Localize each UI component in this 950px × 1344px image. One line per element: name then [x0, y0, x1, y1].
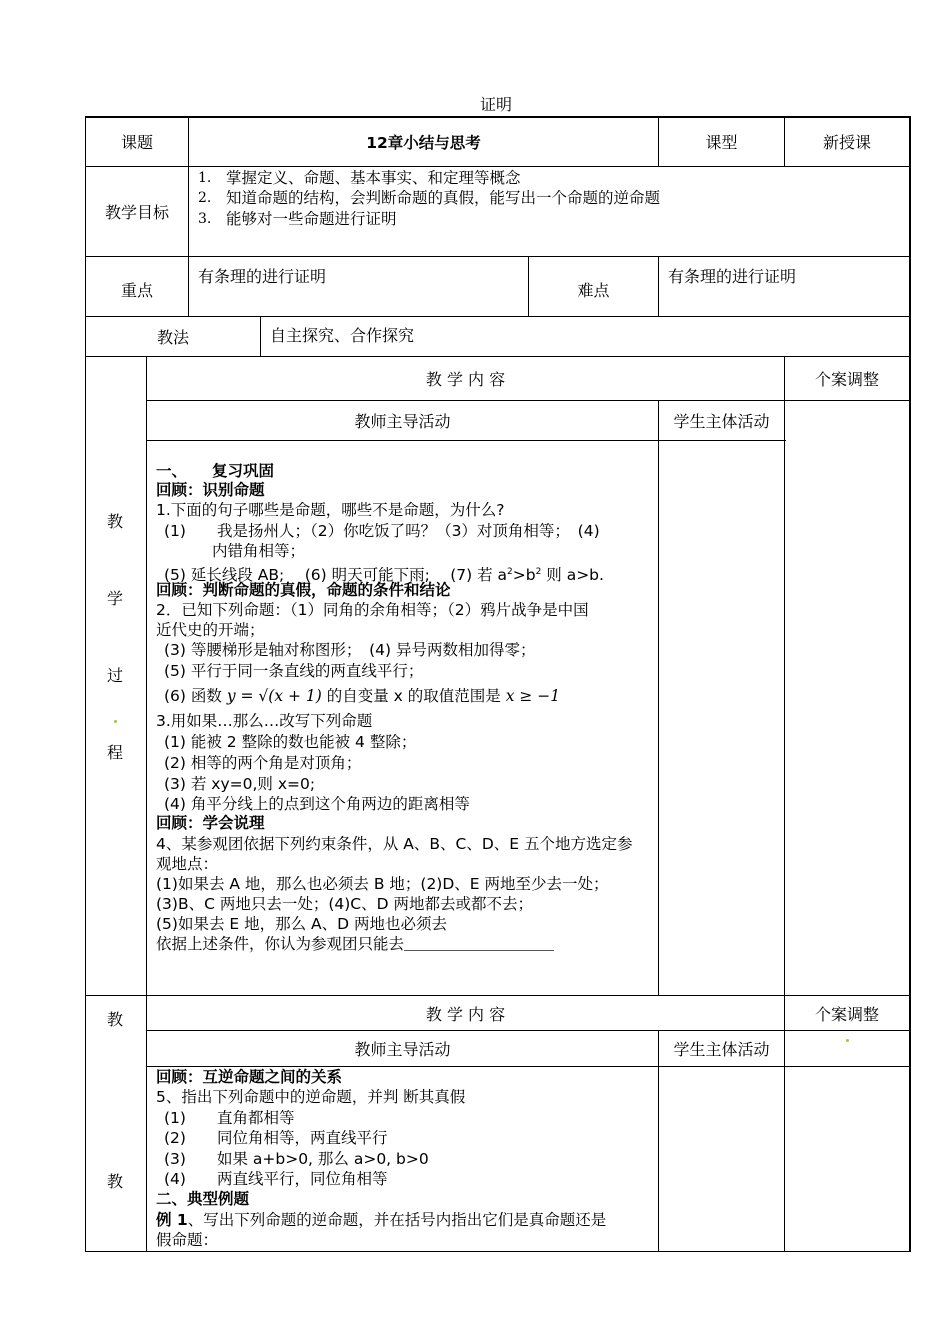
method-label: 教法 [156, 328, 189, 347]
topic-value: 12章小结与思考 [366, 133, 481, 152]
process-char-1: 教 [107, 512, 124, 531]
question-5-c: (3) 如果 a+b>0, 那么 a>0, b>0 [164, 1150, 429, 1168]
teacher-header-2: 教师主导活动 [354, 1040, 451, 1059]
method-value: 自主探究、合作探究 [270, 326, 415, 345]
review-1-heading: 回顾：识别命题 [156, 481, 265, 499]
section-2-heading: 二、典型例题 [156, 1190, 250, 1208]
process2-char-2: 教 [107, 1172, 124, 1191]
question-5-b: (2) 同位角相等，两直线平行 [164, 1129, 388, 1147]
question-2: 2．已知下列命题：（1）同角的余角相等；（2）鸦片战争是中国 [156, 601, 589, 619]
question-4-d: (3)B、C 两地只去一处；(4)C、D 两地都去或都不去； [156, 895, 533, 913]
question-4-f: 依据上述条件，你认为参观团只能去 [156, 934, 554, 955]
objective-num-1: 1. [198, 170, 212, 186]
adjust-header: 个案调整 [814, 370, 879, 389]
speck-mark [114, 720, 117, 723]
process2-char-1: 教 [107, 1010, 124, 1029]
objective-text-1: 掌握定义、命题、基本事实、和定理等概念 [226, 169, 521, 187]
question-5-d: (4) 两直线平行，同位角相等 [164, 1170, 388, 1188]
objective-num-2: 2. [198, 190, 212, 206]
review-4-heading: 回顾：互逆命题之间的关系 [156, 1068, 343, 1086]
question-3: 3.用如果…那么…改写下列命题 [156, 712, 373, 730]
question-2-items-e: (6) 函数 y = √(x + 1) 的自变量 x 的取值范围是 x ≥ −1 [164, 687, 561, 705]
content-header-2: 教 学 内 容 [425, 1004, 506, 1024]
example-1-cont: 假命题： [156, 1231, 219, 1249]
question-4: 4、某参观团依据下列约束条件，从 A、B、C、D、E 五个地方选定参 [156, 835, 633, 853]
speck-mark-2 [846, 1039, 849, 1042]
question-5: 5、指出下列命题中的逆命题，并判 断其真假 [156, 1088, 466, 1106]
question-2-items-c: (3) 等腰梯形是轴对称图形； (4) 异号两数相加得零； [164, 641, 536, 659]
question-3-b: (2) 相等的两个角是对顶角； [164, 754, 362, 772]
review-3-heading: 回顾：学会说理 [156, 814, 265, 832]
question-4-e: (5)如果去 E 地，那么 A、D 两地也必须去 [156, 915, 447, 933]
key-point-value: 有条理的进行证明 [198, 267, 327, 286]
difficulty-value: 有条理的进行证明 [668, 267, 797, 286]
type-value: 新授课 [822, 133, 871, 152]
objectives-label: 教学目标 [104, 203, 169, 222]
section-1-num: 一、 [156, 462, 188, 480]
key-point-label: 重点 [120, 280, 153, 300]
process-char-2: 学 [107, 589, 124, 608]
example-1: 例 1、写出下列命题的逆命题，并在括号内指出它们是真命题还是 [156, 1211, 607, 1229]
section-1-heading: 复习巩固 [212, 462, 275, 480]
student-header-2: 学生主体活动 [673, 1040, 770, 1059]
question-1-items-a: (1) 我是扬州人；（2）你吃饭了吗？（3）对顶角相等； (4) [164, 522, 600, 540]
difficulty-label: 难点 [577, 280, 610, 300]
objective-text-2: 知道命题的结构，会判断命题的真假，能写出一个命题的逆命题 [226, 189, 661, 207]
review-2-heading: 回顾：判断命题的真假，命题的条件和结论 [156, 581, 451, 599]
answer-blank[interactable] [404, 936, 554, 951]
topic-label: 课题 [120, 133, 153, 152]
question-4-cont: 观地点： [156, 855, 219, 873]
question-1-items-a2: 内错角相等； [212, 542, 306, 560]
question-3-d: (4) 角平分线上的点到这个角两边的距离相等 [164, 795, 470, 813]
question-4-c: (1)如果去 A 地，那么也必须去 B 地；(2)D、E 两地至少去一处； [156, 875, 609, 893]
teacher-header: 教师主导活动 [354, 412, 451, 431]
process-char-3: 过 [107, 666, 124, 685]
question-5-a: (1) 直角都相等 [164, 1109, 295, 1127]
question-3-a: (1) 能被 2 整除的数也能被 4 整除； [164, 733, 417, 751]
objective-text-3: 能够对一些命题进行证明 [226, 210, 397, 228]
objective-num-3: 3. [198, 211, 212, 227]
process-char-4: 程 [107, 743, 124, 762]
question-1: 1.下面的句子哪些是命题，哪些不是命题，为什么? [156, 501, 505, 519]
question-2-cont: 近代史的开端； [156, 621, 265, 639]
adjust-header-2: 个案调整 [814, 1004, 879, 1024]
doc-title: 证明 [480, 95, 513, 114]
content-header: 教 学 内 容 [425, 370, 506, 389]
student-header: 学生主体活动 [673, 412, 770, 431]
question-3-c: (3) 若 xy=0,则 x=0; [164, 775, 316, 793]
question-2-items-d: (5) 平行于同一条直线的两直线平行； [164, 662, 424, 680]
question-1-items-b: (5) 延长线段 AB; (6) 明天可能下雨; (7) 若 $a^2>b^2$ 则 a>b. [164, 566, 604, 584]
type-label: 课型 [705, 133, 738, 152]
